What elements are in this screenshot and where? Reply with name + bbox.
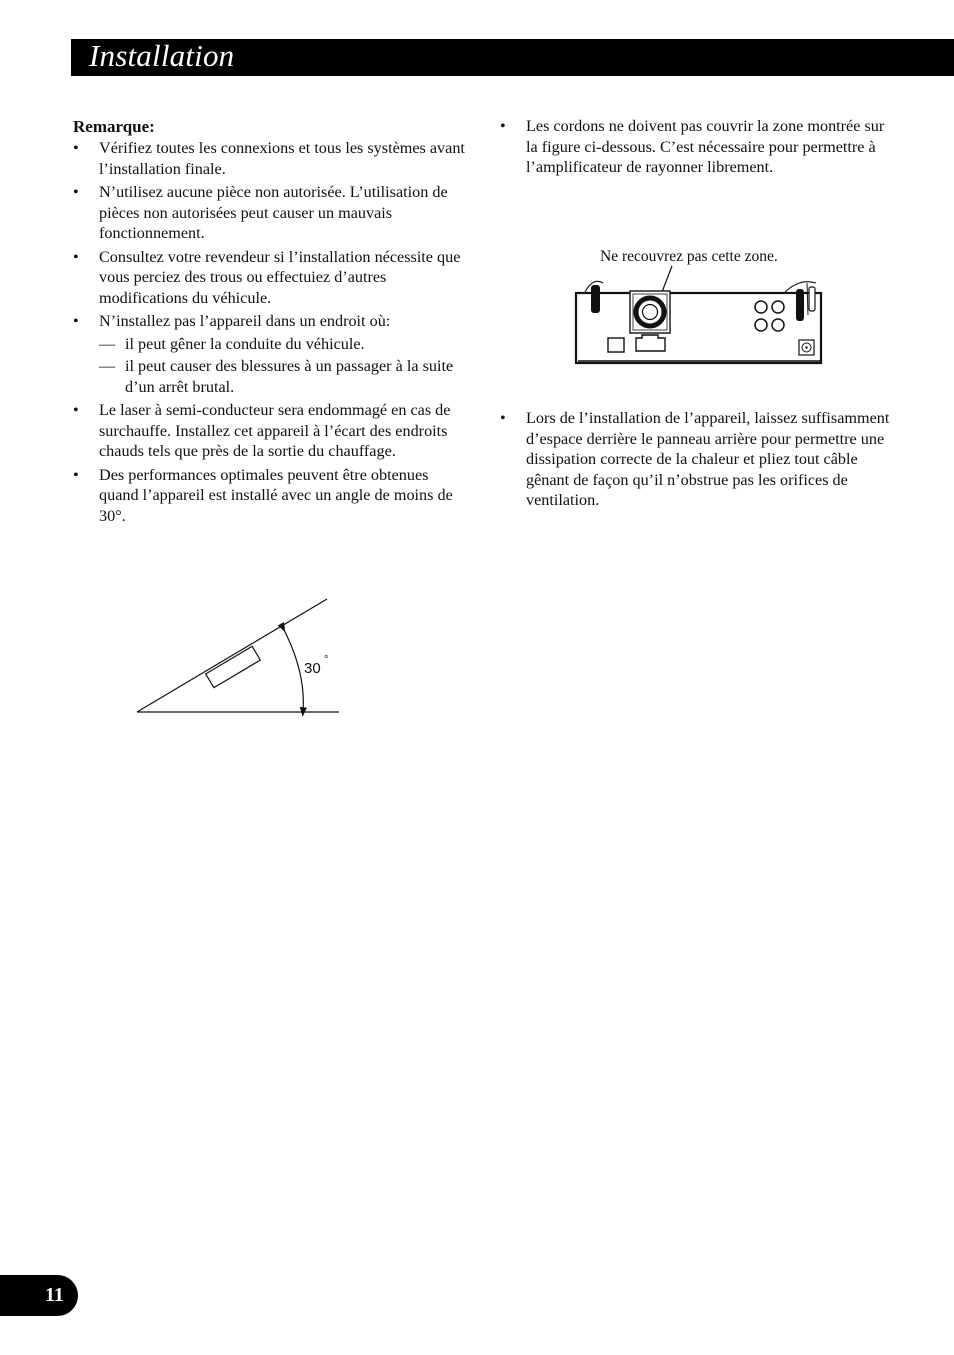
connector-port-icon	[608, 338, 624, 352]
harness-socket-icon	[636, 335, 665, 351]
sub-list	[99, 334, 468, 398]
list-item	[73, 400, 468, 462]
bullet-icon: •	[73, 183, 79, 201]
bullet-icon: •	[500, 117, 506, 135]
dash-icon: —	[99, 357, 116, 375]
rca-jack-icon	[772, 301, 784, 313]
sub-list-item-text: il peut causer des blessures à un passager à la suite d’un arrêt brutal.	[125, 357, 454, 396]
unit-rectangle	[206, 646, 261, 687]
svg-text:30	[304, 660, 321, 677]
right-column	[500, 116, 892, 181]
bullet-icon: •	[73, 465, 79, 484]
list-item	[73, 247, 468, 309]
right-notes-list-lower	[500, 408, 892, 511]
mounting-angle-diagram	[130, 590, 350, 720]
list-item-text: Consultez votre revendeur si l’installation nécessite que vous perciez des trous ou effectuiez d’autres modifications du véhicule.	[99, 247, 461, 307]
sub-list-item-text: il peut gêner la conduite du véhicule.	[125, 334, 365, 353]
rca-jack-icon	[755, 301, 767, 313]
angle-label: 30	[304, 660, 321, 677]
list-item-text: Le laser à semi-conducteur sera endommagé en cas de surchauffe. Installez cet appareil à l’écart des endroits chauds tels que près de la sortie du chauffage.	[99, 401, 451, 460]
left-column	[73, 116, 468, 529]
svg-text:°	[324, 654, 328, 666]
page-number-tab	[0, 1275, 78, 1316]
list-item	[73, 311, 468, 397]
sub-list-item	[99, 334, 468, 355]
page-title: Installation	[89, 38, 235, 73]
mounting-angle-figure	[130, 590, 350, 720]
right-plug-icon	[809, 287, 815, 311]
bullet-icon: •	[73, 247, 79, 266]
bullet-icon: •	[73, 312, 79, 330]
header-bar	[71, 39, 954, 76]
angle-arc	[283, 628, 303, 712]
dash-icon: —	[99, 334, 116, 353]
bullet-icon: •	[500, 409, 506, 427]
list-item-text: Vérifiez toutes les connexions et tous les systèmes avant l’installation finale.	[99, 139, 465, 178]
list-item	[500, 408, 892, 511]
list-item-text: Des performances optimales peuvent être obtenues quand l’appareil est installé avec un angle de moins de 30°.	[99, 465, 453, 525]
right-column-lower	[500, 408, 892, 514]
list-item-text: N’utilisez aucune pièce non autorisée. L’utilisation de pièces non autorisées peut causer un mauvais fonctionnement.	[99, 183, 448, 242]
rca-jack-icon	[772, 319, 784, 331]
page-number: 11	[45, 1284, 64, 1306]
rca-jack-icon	[755, 319, 767, 331]
list-item	[500, 116, 892, 178]
bullet-icon: •	[73, 401, 79, 419]
list-item-text: N’installez pas l’appareil dans un endroit où:	[99, 312, 391, 330]
right-notes-list	[500, 116, 892, 178]
list-item	[73, 182, 468, 244]
right-connector-icon	[796, 289, 804, 321]
figure-caption: Ne recouvrez pas cette zone.	[600, 248, 778, 265]
degree-symbol: °	[324, 654, 329, 666]
sub-list-item	[99, 356, 468, 397]
incline-line	[137, 599, 327, 712]
note-heading: Remarque:	[73, 117, 155, 136]
list-item	[73, 138, 468, 179]
notes-list	[73, 138, 468, 526]
list-item-text: Lors de l’installation de l’appareil, laissez suffisamment d’espace derrière le panneau arrière pour permettre une dissipation correcte de la chaleur et pliez tout câble gênant de façon qu’il n’obstrue pas les orifices de ventilation.	[526, 409, 890, 509]
list-item-text: Les cordons ne doivent pas couvrir la zone montrée sur la figure ci-dessous. C’est nécessaire pour permettre à l’amplificateur de rayonner librement.	[526, 117, 885, 176]
left-connector-icon	[591, 285, 600, 313]
unit-rear-panel-figure	[570, 245, 830, 370]
caption-leader-line	[662, 266, 672, 292]
bullet-icon: •	[73, 139, 79, 157]
list-item	[73, 465, 468, 527]
